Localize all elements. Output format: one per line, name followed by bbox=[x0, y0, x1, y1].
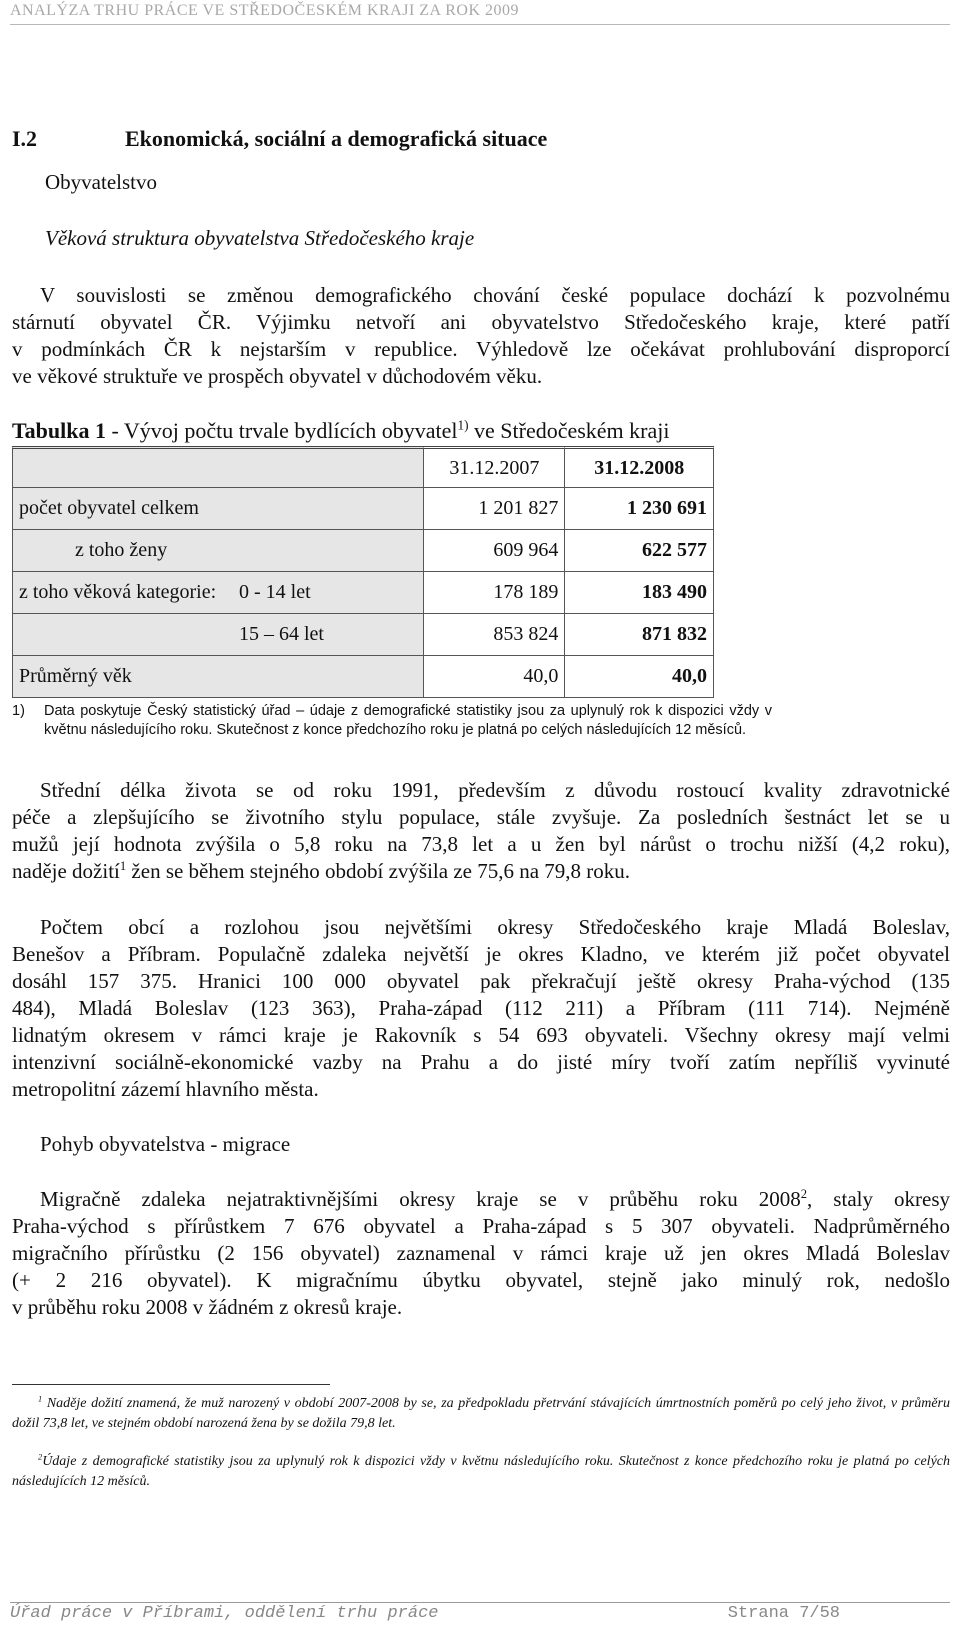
footer-rule bbox=[10, 1602, 950, 1603]
footnote-text: Údaje z demografické statistiky jsou za uplynulý rok k dispozici vždy v květnu následujícího roku. Skutečnost z konce předchozího roku je platná po celých následujících 12 měsíců. bbox=[12, 1454, 950, 1489]
value-2008: 871 832 bbox=[564, 613, 714, 655]
row-label: z toho ženy bbox=[12, 529, 423, 571]
value-2007: 609 964 bbox=[423, 529, 564, 571]
text-line: metropolitní zázemí hlavního města. bbox=[12, 1077, 319, 1101]
footer-office: Úřad práce v Příbrami, oddělení trhu práce bbox=[10, 1604, 439, 1623]
subheading-population: Obyvatelstvo bbox=[45, 170, 157, 194]
text-line: mužů její hodnota zvýšila o 5,8 roku na 73,8 let a u žen byl nárůst o trochu nižší (4,2 roku), bbox=[12, 832, 950, 856]
section-number: I.2 bbox=[12, 126, 38, 151]
text-line: stárnutí obyvatel ČR. Výjimku netvoří ani obyvatelstvo Středočeského kraje, které patří bbox=[12, 310, 950, 334]
table-row bbox=[12, 655, 714, 698]
text-line: (+ 2 216 obyvatel). K migračnímu úbytku obyvatel, stejně jako minulý rok, nedošlo bbox=[12, 1268, 950, 1292]
subheading-migration: Pohyb obyvatelstva - migrace bbox=[40, 1132, 291, 1156]
population-table bbox=[12, 446, 714, 698]
text-line: Benešov a Příbram. Populačně zdaleka největší je okres Kladno, ve kterém již počet obyvatel bbox=[12, 942, 950, 966]
text-fragment: , staly okresy bbox=[807, 1187, 950, 1211]
text-line: intenzivní sociálně-ekonomické vazby na Prahu a do jisté míry tvoří zatím nepříliš vyvinuté bbox=[12, 1050, 950, 1074]
value-2008: 1 230 691 bbox=[564, 487, 714, 529]
running-header: ANALÝZA TRHU PRÁCE VE STŘEDOČESKÉM KRAJI ZA ROK 2009 bbox=[10, 2, 519, 19]
text-line bbox=[12, 858, 950, 885]
table-caption-ref: 1) bbox=[457, 417, 469, 433]
value-2007: 1 201 827 bbox=[423, 487, 564, 529]
table-note-number: 1) bbox=[12, 703, 25, 719]
section-title: Ekonomická, sociální a demografická situace bbox=[125, 126, 548, 151]
text-line: dosáhl 157 375. Hranici 100 000 obyvatel pak překračují ještě okresy Praha-východ (135 bbox=[12, 969, 950, 993]
footnote-text: Naděje dožití znamená, že muž narozený v období 2007-2008 by se, za předpokladu přetrvání stávajících úmrtnostních poměrů po celý jeho život, v průměru dožil 73,8 let, ve stejném období narozená žena by se dožila 79,8 let. bbox=[12, 1396, 950, 1431]
footnote-number: 2 bbox=[38, 1452, 43, 1462]
table-row bbox=[12, 613, 714, 655]
row-label: počet obyvatel celkem bbox=[12, 487, 423, 529]
table-header-blank bbox=[12, 446, 423, 487]
table-header-2007: 31.12.2007 bbox=[423, 446, 564, 487]
header-rule bbox=[10, 24, 950, 25]
row-label bbox=[12, 571, 423, 613]
row-label: Průměrný věk bbox=[12, 655, 423, 698]
table-header-2008: 31.12.2008 bbox=[564, 446, 714, 487]
text-line: v podmínkách ČR k nejstarším v republice. Výhledově lze očekávat prohlubování disproporcí bbox=[12, 337, 950, 361]
table-caption-text: - Vývoj počtu trvale bydlících obyvatel bbox=[105, 418, 458, 443]
table-row bbox=[12, 571, 714, 613]
text-line bbox=[12, 1186, 950, 1213]
text-fragment: naděje dožití bbox=[12, 859, 120, 883]
subheading-age-structure: Věková struktura obyvatelstva Středočeského kraje bbox=[45, 226, 475, 250]
value-2007: 40,0 bbox=[423, 655, 564, 698]
value-2008: 40,0 bbox=[564, 655, 714, 698]
row-label bbox=[12, 613, 423, 655]
table-caption bbox=[12, 418, 670, 444]
table-caption-end: ve Středočeském kraji bbox=[468, 418, 670, 443]
paragraph-migration bbox=[12, 1186, 950, 1321]
text-line: 484), Mladá Boleslav (123 363), Praha-západ (112 211) a Příbram (111 714). Nejméně bbox=[12, 996, 950, 1020]
value-2008: 183 490 bbox=[564, 571, 714, 613]
text-fragment: žen se během stejného období zvýšila ze 75,6 na 79,8 roku. bbox=[126, 859, 631, 883]
table-note bbox=[12, 702, 772, 740]
table-caption-label: Tabulka 1 bbox=[12, 418, 106, 443]
age-group: 0 - 14 let bbox=[239, 581, 311, 603]
row-label-text: z toho věková kategorie: bbox=[19, 581, 217, 603]
table-row bbox=[12, 487, 714, 529]
paragraph-life-expectancy bbox=[12, 777, 950, 885]
text-line: V souvislosti se změnou demografického chování české populace dochází k pozvolnému bbox=[40, 283, 950, 307]
text-line: ve věkové struktuře ve prospěch obyvatel v důchodovém věku. bbox=[12, 364, 543, 388]
page-number: Strana 7/58 bbox=[727, 1604, 840, 1623]
footnote-ref: 2 bbox=[800, 1187, 808, 1201]
text-line: v průběhu roku 2008 v žádném z okresů kraje. bbox=[12, 1295, 403, 1319]
footnote-number: 1 bbox=[38, 1394, 43, 1404]
value-2007: 178 189 bbox=[423, 571, 564, 613]
footnote-separator bbox=[12, 1384, 330, 1385]
text-line: migračního přírůstku (2 156 obyvatel) zaznamenal v rámci kraje už jen okres Mladá Boleslav bbox=[12, 1241, 950, 1265]
table-header-row bbox=[12, 446, 714, 487]
text-line: Střední délka života se od roku 1991, především z důvodu rostoucí kvality zdravotnické bbox=[40, 778, 950, 802]
table-row bbox=[12, 529, 714, 571]
footnote-ref: 1 bbox=[119, 859, 127, 873]
text-line: Praha-východ s přírůstkem 7 676 obyvatel a Praha-západ s 5 307 obyvateli. Nadprůměrného bbox=[12, 1214, 950, 1238]
value-2008: 622 577 bbox=[564, 529, 714, 571]
value-2007: 853 824 bbox=[423, 613, 564, 655]
footnote-2 bbox=[12, 1452, 950, 1492]
text-line: Počtem obcí a rozlohou jsou největšími okresy Středočeského kraje Mladá Boleslav, bbox=[40, 915, 950, 939]
table-note-text: Data poskytuje Český statistický úřad – údaje z demografické statistiky jsou za uplynulý rok k dispozici vždy v květnu následujícího roku. Skutečnost z konce předchozího roku je platná po celých následujících 12 měsíců. bbox=[44, 703, 772, 738]
text-line: lidnatým okresem v rámci kraje je Rakovník s 54 693 obyvateli. Všechny okresy mají velmi bbox=[12, 1023, 950, 1047]
paragraph-districts bbox=[12, 914, 950, 1103]
text-line: péče a zlepšujícího se životního stylu populace, stále zvyšuje. Za posledních šestnáct let se u bbox=[12, 805, 950, 829]
age-group: 15 – 64 let bbox=[239, 623, 324, 645]
footnote-1 bbox=[12, 1394, 950, 1434]
text-fragment: Migračně zdaleka nejatraktivnějšími okresy kraje se v průběhu roku 2008 bbox=[40, 1187, 801, 1211]
paragraph-ageing bbox=[12, 282, 950, 390]
